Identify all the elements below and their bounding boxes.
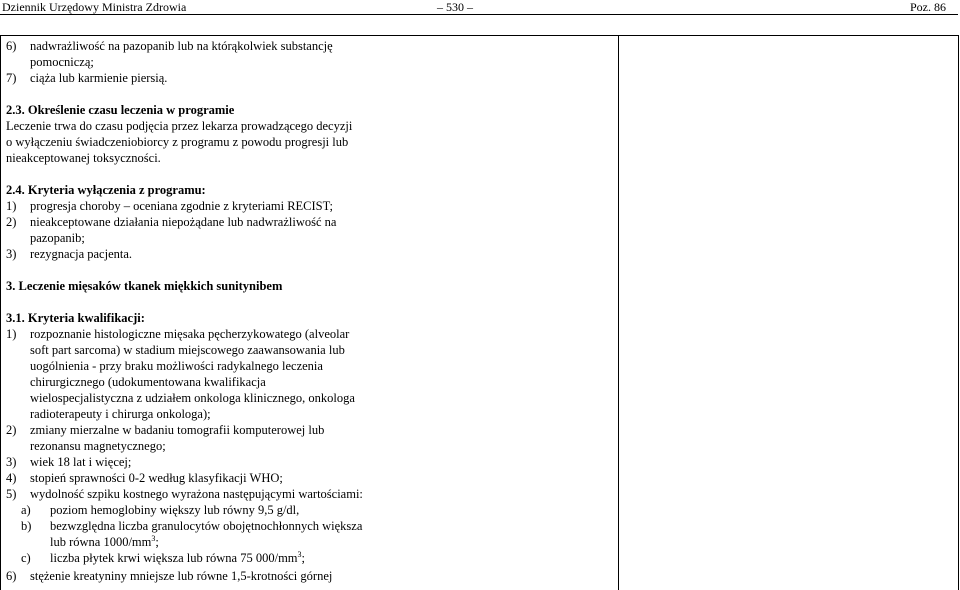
position-number: Poz. 86 [910, 0, 946, 14]
section-heading: 3. Leczenie mięsaków tkanek miękkich sunitynibem [6, 279, 283, 293]
page-number: – 530 – [437, 0, 473, 14]
paragraph-line: nieakceptowanej toksyczności. [6, 151, 161, 165]
section-heading: 2.3. Określenie czasu leczenia w programie [6, 103, 235, 117]
paragraph-line: o wyłączeniu świadczeniobiorcy z programu z powodu progresji lub [6, 135, 349, 149]
program-table: 6) nadwrażliwość na pazopanib lub na którąkolwiek substancję pomocniczą; 7) ciąża lub karmienie piersią. 2.3. Określenie czasu leczenia w programie Leczenie trwa do czasu podjęcia przez lekarza prowadzącego decyzji o wyłączeniu świadczeniobiorcy z programu z powodu progresji lub nieakceptowanej toksyczności. 2.4. Kryteria wyłączenia z programu: 1) progresja choroby – oceniana zgodnie z kryteriami RECIST; 2) nieakceptowane działania niepożądane lub nadwrażliwość na pazopanib; 3) rezygnacja pacjenta. 3. Leczenie mięsaków tkanek miękkich sunitynibem 3.1. Kryteria kwalifikacji: 1) rozpoznanie histologiczne mięsaka pęcherzykowatego (alveolar soft part sarcoma) w stadium miejscowego zaawansowania lub uogólnienia - przy braku możliwości radykalnego leczenia chirurgicznego (udokumentowana kwalifikacja wielospecjalistyczna z udziałem onkologa klinicznego, onkologa radioterapeuty i chirurga onkologa); 2) zmiany mierzalne w badaniu tomografii komputerowej lub rezonansu magnetycznego; 3) wiek 18 lat i więcej; 4) stopień sprawności 0-2 według klasyfikacji WHO; 5) wydolność szpiku kostnego wyrażona następującymi wartościami: a) poziom hemoglobiny większy lub równy 9,5 g/dl, b) bezwzględna liczba granulocytów obojętnochłonnych większa lub równa $1000/mm^3$; c) liczba płytek krwi większa lub równa 75 $000/mm^3$; 6) stężenie kreatyniny mniejsze lub równe 1,5-krotności górnej [0, 35, 959, 590]
journal-title: Dziennik Urzędowy Ministra Zdrowia [2, 0, 187, 14]
section-heading: 3.1. Kryteria kwalifikacji: [6, 311, 145, 325]
header-rule [0, 14, 958, 15]
section-heading: 2.4. Kryteria wyłączenia z programu: [6, 183, 206, 197]
paragraph-line: Leczenie trwa do czasu podjęcia przez lekarza prowadzącego decyzji [6, 119, 353, 133]
table-border-left [0, 36, 1, 590]
table-border-middle [618, 36, 619, 590]
table-border-right [958, 36, 959, 590]
